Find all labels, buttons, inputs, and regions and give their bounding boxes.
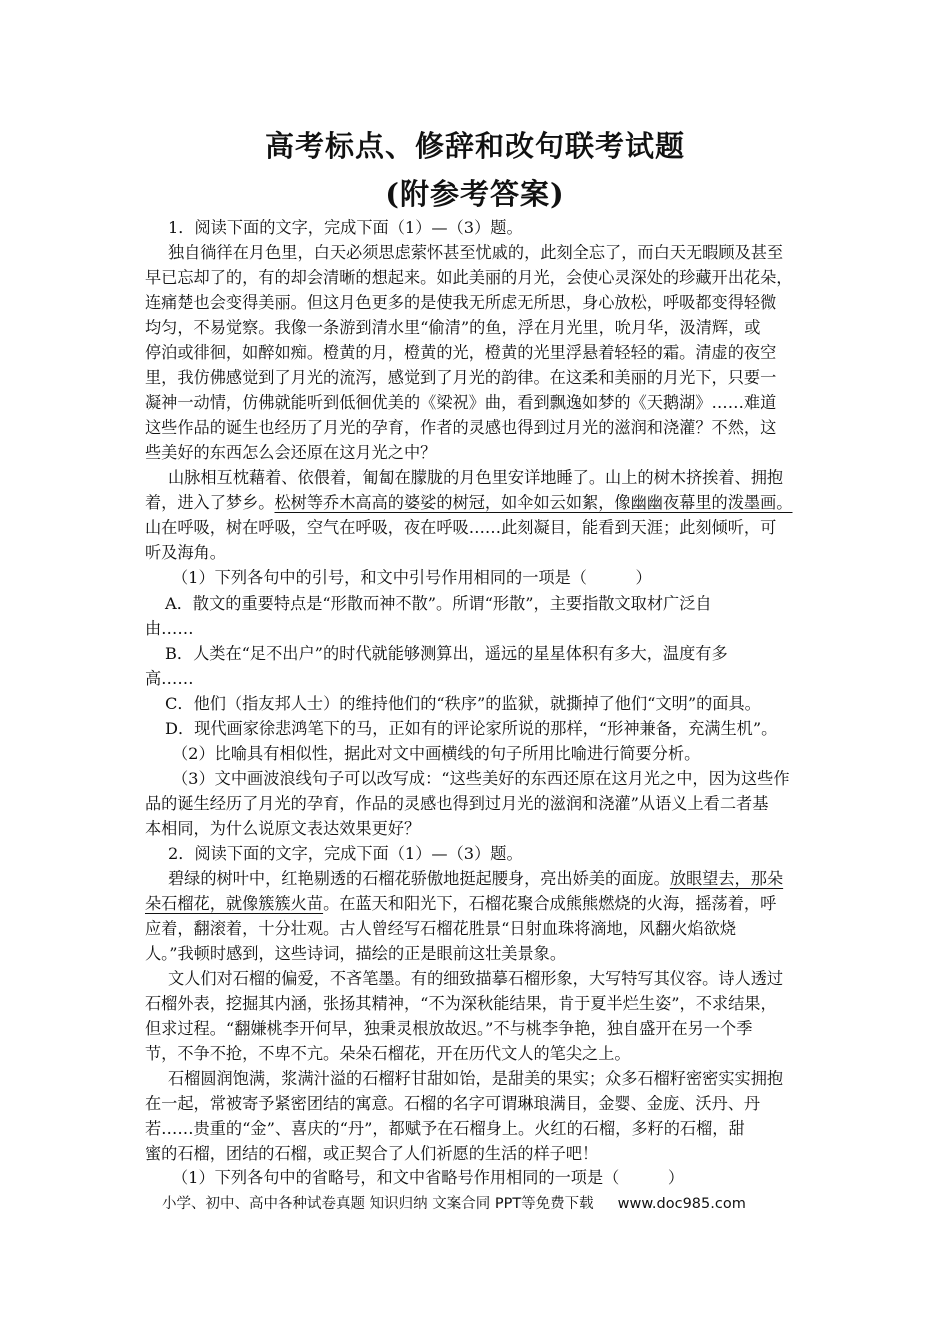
q1-passage2-line: 山在呼吸，树在呼吸，空气在呼吸，夜在呼吸……此刻凝目，能看到天涯；此刻倾听，可: [145, 518, 777, 537]
plain-text: 碧绿的树叶中，红艳剔透的石榴花骄傲地挺起腰身，亮出娇美的面庞。: [168, 869, 670, 888]
q1-passage-line: 独自徜徉在月色里，白天必须思虑萦怀甚至忧戚的，此刻全忘了，而白天无暇顾及甚至: [168, 243, 784, 262]
q2-passage2-line: 节，不争不抢，不卑不亢。朵朵石榴花，开在历代文人的笔尖之上。: [145, 1044, 631, 1063]
q2-passage2-line: 但求过程。“翻嫌桃李开何早，独秉灵根放故迟。”不与桃李争艳，独自盛开在另一个季: [145, 1019, 753, 1038]
q1-passage-line: 停泊或徘徊，如醉如痴。橙黄的月，橙黄的光，橙黄的光里浮悬着轻轻的霜。清虚的夜空: [145, 343, 777, 362]
q1-option-b: B．人类在“足不出户”的时代就能够测算出，遥远的星星体积有多大，温度有多: [165, 644, 728, 663]
q1-option-a: A．散文的重要特点是“形散而神不散”。所谓“形散”，主要指散文取材广泛自: [165, 594, 712, 613]
q1-option-d: D．现代画家徐悲鸿笔下的马，正如有的评论家所说的那样，“形神兼备，充满生机”。: [165, 719, 778, 738]
document-subtitle: (附参考答案): [385, 177, 565, 211]
page-footer: [162, 1192, 746, 1213]
q1-option-c: C．他们（指友邦人士）的维持他们的“秩序”的监狱，就撕掉了他们“文明”的面具。: [165, 694, 761, 713]
q2-sub1: （1）下列各句中的省略号，和文中省略号作用相同的一项是（ ）: [172, 1168, 685, 1187]
q1-intro: 1．阅读下面的文字，完成下面（1）—（3）题。: [168, 218, 523, 237]
plain-text: 着，进入了梦乡。: [145, 493, 275, 512]
document-title: 高考标点、修辞和改句联考试题: [264, 129, 685, 163]
q1-option-a-cont: 由……: [145, 619, 194, 638]
q2-passage2-line: 石榴外表，挖掘其内涵，张扬其精神，“不为深秋能结果，肯于夏半烂生姿”，不求结果，: [145, 994, 777, 1013]
footer-text: 小学、初中、高中各种试卷真题 知识归纳 文案合同 PPT等免费下载: [162, 1196, 594, 1212]
q2-passage3-line: 在一起，常被寄予紧密团结的寓意。石榴的名字可谓琳琅满目，金婴、金庞、沃丹、丹: [145, 1094, 761, 1113]
q1-sub3-cont: 品的诞生经历了月光的孕育，作品的灵感也得到过月光的滋润和浇灌”从语义上看二者基: [145, 794, 769, 813]
q2-passage-line: 应着，翻滚着，十分壮观。古人曾经写石榴花胜景“日射血珠将滴地，风翻火焰欲烧: [145, 919, 737, 938]
q2-passage-line: 人。”我顿时感到，这些诗词，描绘的正是眼前这壮美景象。: [145, 944, 567, 963]
q1-passage-line: 早已忘却了的，有的却会清晰的想起来。如此美丽的月光，会使心灵深处的珍藏开出花朵，: [145, 268, 793, 287]
q2-passage-line: [168, 867, 783, 891]
q1-passage-line: 凝神一动情，仿佛就能听到低徊优美的《梁祝》曲，看到飘逸如梦的《天鹅湖》……难道: [145, 393, 777, 412]
q2-passage3-line: 若……贵重的“金”、喜庆的“丹”，都赋予在石榴身上。火红的石榴，多籽的石榴，甜: [145, 1119, 745, 1138]
q2-passage3-line: 蜜的石榴，团结的石榴，或正契合了人们祈愿的生活的样子吧！: [145, 1144, 599, 1163]
q1-passage2-line: 听及海角。: [145, 543, 226, 562]
q1-sub3-cont: 本相同，为什么说原文表达效果更好？: [145, 819, 421, 838]
q2-passage2-line: 文人们对石榴的偏爱，不吝笔墨。有的细致描摹石榴形象，大写特写其仪容。诗人透过: [168, 969, 784, 988]
q1-passage2-line: 山脉相互枕藉着、依偎着，匍匐在朦胧的月色里安详地睡了。山上的树木挤挨着、拥抱: [168, 468, 784, 487]
q2-passage3-line: 石榴圆润饱满，浆满汁溢的石榴籽甘甜如饴，是甜美的果实；众多石榴籽密密实实拥抱: [168, 1069, 784, 1088]
q1-passage-line: 里，我仿佛感觉到了月光的流泻，感觉到了月光的韵律。在这柔和美丽的月光下，只要一: [145, 368, 777, 387]
footer-site-link[interactable]: www.doc985.com: [617, 1196, 746, 1212]
plain-text: 。在蓝天和阳光下，石榴花聚合成熊熊燃烧的火海，摇荡着，呼: [323, 894, 777, 913]
underlined-sentence: 松树等乔木高高的婆娑的树冠，如伞如云如絮，像幽幽夜幕里的泼墨画。: [274, 493, 793, 512]
q1-passage-line: 些美好的东西怎么会还原在这月光之中？: [145, 443, 437, 462]
q2-passage-line: [145, 892, 776, 916]
q2-intro: 2．阅读下面的文字，完成下面（1）—（3）题。: [168, 844, 523, 863]
q1-sub2: （2）比喻具有相似性，据此对文中画横线的句子所用比喻进行简要分析。: [172, 744, 701, 763]
q1-passage-line: 均匀，不易觉察。我像一条游到清水里“偷清”的鱼，浮在月光里，吮月华，汲清辉，或: [145, 318, 761, 337]
q1-passage-line: 这些作品的诞生也经历了月光的孕育，作者的灵感也得到过月光的滋润和浇灌？不然，这: [145, 418, 777, 437]
q1-sub1: （1）下列各句中的引号，和文中引号作用相同的一项是（ ）: [172, 568, 652, 587]
q1-passage2-line: [145, 491, 793, 515]
underlined-sentence: 朵石榴花，就像簇簇火苗: [145, 894, 324, 913]
q1-sub3: （3）文中画波浪线句子可以改写成：“这些美好的东西还原在这月光之中，因为这些作: [172, 769, 790, 788]
q1-passage-line: 连痛楚也会变得美丽。但这月色更多的是使我无所虑无所思，身心放松，呼吸都变得轻微: [145, 293, 777, 312]
q1-option-b-cont: 高……: [145, 669, 194, 688]
underlined-sentence: 放眼望去，那朵: [669, 869, 784, 888]
